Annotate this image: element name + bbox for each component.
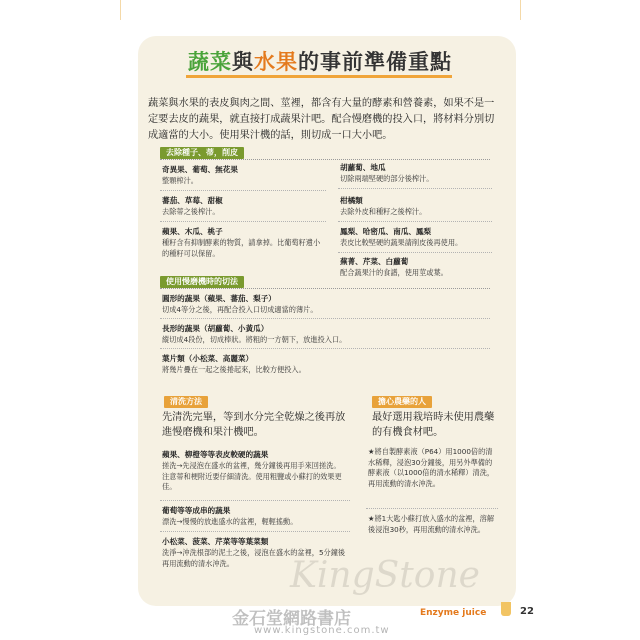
watermark-chinese: 金石堂網路書店 <box>232 609 351 629</box>
pesticide-tip: ★將1大匙小蘇打放入盛水的盆裡，溶解後浸泡30秒，再用流動的清水沖洗。 <box>368 514 495 534</box>
watermark-url: www.kingstone.com.tw <box>254 625 390 636</box>
item-separator <box>160 348 490 349</box>
section-divider <box>160 288 490 289</box>
item-text: 配合蔬果汁的食譜，使用莖或葉。 <box>340 268 448 277</box>
section-tag-peel: 去除種子、蒂，削皮 <box>160 147 244 159</box>
footer-label: Enzyme juice <box>420 608 487 618</box>
title-underline <box>186 75 452 78</box>
page-number: 22 <box>520 606 534 617</box>
item-heading: 蕪菁、芹菜、白蘿蔔 <box>340 257 409 266</box>
item-heading: 鳳梨、哈密瓜、南瓜、鳳梨 <box>340 227 432 236</box>
item-heading: 圓形的蔬果（蘋果、蕃茄、梨子） <box>162 294 276 303</box>
item-text: 整顆榨汁。 <box>162 176 198 185</box>
item-text: 去除外皮和種籽之後榨汁。 <box>340 207 427 216</box>
juice-cup-icon <box>501 602 511 616</box>
item-heading: 柑橘類 <box>340 196 363 205</box>
item-separator <box>338 221 492 222</box>
title-part-vegetables: 蔬菜 <box>188 50 232 74</box>
section-tag-pesticide: 擔心農藥的人 <box>372 396 432 408</box>
item-text: 切除兩端堅硬的部分後榨汁。 <box>340 174 434 183</box>
item-heading: 蕃茄、草莓、甜椒 <box>162 196 223 205</box>
item-separator <box>366 508 498 509</box>
item-text: 切成4等分之後，再配合投入口切成適當的薄片。 <box>162 305 318 314</box>
item-heading: 葉片類（小松菜、高麗菜） <box>162 354 254 363</box>
item-text: 搓洗→先浸泡在盛水的盆裡，幾分鐘後再用手來回搓洗。注意蒂和梗附近要仔細清洗。使用粗鹽或小蘇打的效果更佳。 <box>162 461 342 491</box>
item-separator <box>160 318 490 319</box>
item-separator <box>338 252 492 253</box>
item-text: 表皮比較堅硬的蔬果請削皮後再使用。 <box>340 238 463 247</box>
item-heading: 蘋果、木瓜、桃子 <box>162 227 223 236</box>
item-text: 種籽含有抑制酵素的物質，請拿掉。比葡萄籽遺小的種籽可以保留。 <box>162 238 321 258</box>
item-heading: 小松菜、菠菜、芹菜等等葉菜類 <box>162 537 269 546</box>
pesticide-tip: ★將自製酵素液（P64）用1000倍的清水稀釋，浸泡30分鐘後，用另外準備的酵素液（以1000倍的清水稀釋）清洗，再用流動的清水沖洗。 <box>368 447 495 488</box>
title-part-and: 與 <box>232 50 254 74</box>
item-heading: 奇異果、葡萄、無花果 <box>162 165 238 174</box>
section-divider <box>160 159 490 160</box>
item-heading: 長形的蔬果（胡蘿蔔、小黃瓜） <box>162 324 269 333</box>
item-heading: 胡蘿蔔、地瓜 <box>340 163 386 172</box>
page-title <box>0 46 640 76</box>
item-separator <box>160 221 326 222</box>
intro-paragraph: 蔬菜與水果的表皮與肉之間、莖裡，都含有大量的酵素和營養素，如果不是一定要去皮的蔬果，就直接打成蔬果汁吧。配合慢磨機的投入口，將材料分別切成適當的大小。使用果汁機的話，則切成一口大小吧。 <box>148 98 495 141</box>
item-text: 漂洗→慢慢的放進盛水的盆裡，輕輕搖動。 <box>162 517 298 526</box>
item-heading: 葡萄等等成串的蔬果 <box>162 506 231 515</box>
item-heading: 蘋果、柳橙等等表皮較硬的蔬果 <box>162 450 269 459</box>
item-text: 將幾片疊在一起之後捲起來，比較方便投入。 <box>162 365 306 374</box>
section-tag-washing: 清洗方法 <box>164 396 208 408</box>
item-text: 去除蒂之後榨汁。 <box>162 207 220 216</box>
item-separator <box>160 190 326 191</box>
washing-lead-text: 先清洗完畢，等到水分完全乾燥之後再放進慢磨機和果汁機吧。 <box>162 412 346 438</box>
pesticide-lead-text: 最好選用栽培時未使用農藥的有機食材吧。 <box>372 412 495 438</box>
section-tag-cutting: 使用慢磨機時的切法 <box>160 276 244 288</box>
top-frame-line <box>120 0 121 20</box>
title-part-rest: 的事前準備重點 <box>298 50 452 74</box>
item-separator <box>160 531 350 532</box>
title-part-fruit: 水果 <box>254 50 298 74</box>
item-text: 洗淨→沖洗根部的泥土之後，浸泡在盛水的盆裡，5分鐘後再用流動的清水沖洗。 <box>162 548 346 568</box>
item-separator <box>338 188 492 189</box>
item-text: 縱切成4段份，切成棒狀。將粗的一方朝下，放進投入口。 <box>162 335 347 344</box>
item-separator <box>160 500 350 501</box>
top-frame-line-right <box>520 0 521 20</box>
watermark-logo: KingStone <box>290 555 480 596</box>
